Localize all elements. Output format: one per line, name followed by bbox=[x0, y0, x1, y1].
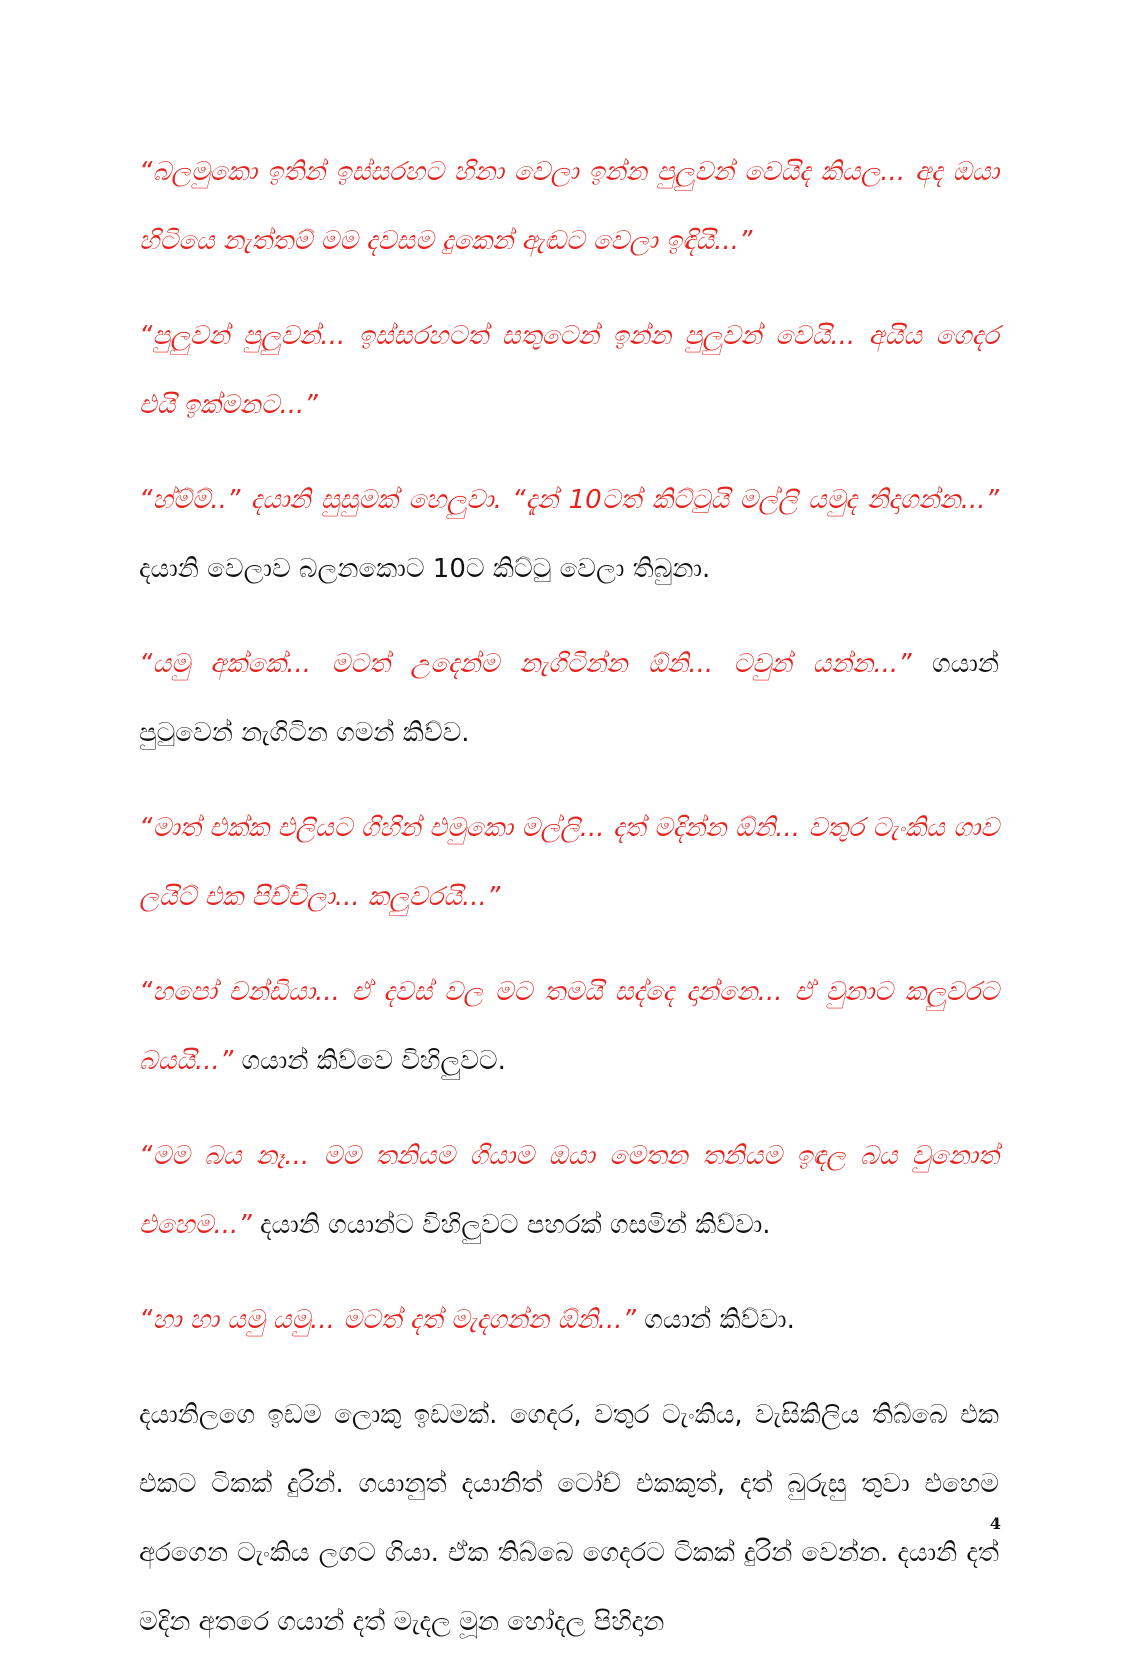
narration-text: ගයාන් කිව්වෙ විහිලුවට. bbox=[233, 1046, 506, 1076]
dialogue-text: “පුලුවන් පුලුවන්... ඉස්සරහටත් සතුටෙන් ඉන්න පුලුවන් වෙයි... අයිය ගෙදර එයි ඉක්මනට...” bbox=[139, 321, 999, 420]
paragraph bbox=[139, 630, 999, 768]
paragraph bbox=[139, 958, 999, 1096]
dialogue-text: “මාත් එක්ක එලියට ගිහින් එමුකො මල්ලි... දත් මදින්න ඕනි... වතුර ටැංකිය ගාව ලයිට් එක පිච්චිලා... කලුවරයි...” bbox=[139, 813, 999, 912]
narration-text: දයානි වෙලාව බලනකොට 10ට කිට්ටු වෙලා තිබුනා. bbox=[139, 554, 711, 584]
paragraph bbox=[139, 794, 999, 932]
dialogue-text: “යමු අක්කේ... මටත් උදෙන්ම නැගිටින්න ඕනි... ටවුන් යන්න...” bbox=[139, 649, 912, 679]
paragraph bbox=[139, 466, 999, 604]
narration-text: දයානි ගයාන්ට විහිලුවට පහරක් ගසමින් කිව්වා. bbox=[251, 1210, 771, 1240]
dialogue-text: “හා හා යමු යමු... මටත් දත් මැදගන්න ඕනි...” bbox=[139, 1305, 637, 1335]
paragraph bbox=[139, 1381, 999, 1657]
paragraph bbox=[139, 1286, 999, 1355]
body-text bbox=[139, 138, 999, 1657]
paragraph bbox=[139, 302, 999, 440]
dialogue-text: “හපෝ චන්ඩියා... ඒ දවස් වල මට තමයි සද්දෙ දාන්නෙ... ඒ වුනාට කලුවරට බයයි...” bbox=[139, 977, 999, 1076]
narration-text: දයානිලගෙ ඉඩම ලොකු ඉඩමක්. ගෙදර, වතුර ටැංකිය, වැසිකිලිය තිබ්බෙ එක එකට ටිකක් දුරින්. ගයානුත් දයානිත් ටෝච් එකකුත්, දත් බුරුසු තුවා එහෙම අරගෙන ටැංකිය ලගට ගියා. ඒක තිබ්බෙ ගෙදරට ටිකක් දුරින් වෙන්න. දයානි දත් මදින අතරෙ ගයාන් දත් මැදල මූන හෝදල පිහිදාන bbox=[139, 1400, 999, 1637]
dialogue-text: “බලමුකො ඉතින් ඉස්සරහට හිනා වෙලා ඉන්න පුලුවන් වෙයිද කියල... අද ඔයා හිටියෙ නැත්තම් මම දවසම දුකෙන් ඇඬට වෙලා ඉඳියි...” bbox=[139, 157, 999, 256]
narration-text: ගයාන් කිව්වා. bbox=[636, 1305, 795, 1335]
dialogue-text: “හ්ම්ම්..” දයානි සුසුමක් හෙලුවා. “දැන් 10ටත් කිට්ටුයි මල්ලි යමුද නිදාගන්න...” bbox=[139, 485, 999, 515]
narration-text: ගයාන් පුටුවෙන් නැගිටින ගමන් කිව්ව. bbox=[139, 649, 999, 748]
dialogue-text: “මම බය නෑ... මම තනියම ගියාම ඔයා මෙතන තනියම ඉඳල බය වුනොත් එහෙම...” bbox=[139, 1141, 999, 1240]
paragraph bbox=[139, 1122, 999, 1260]
paragraph bbox=[139, 138, 999, 276]
page-number: 4 bbox=[989, 1514, 1001, 1533]
